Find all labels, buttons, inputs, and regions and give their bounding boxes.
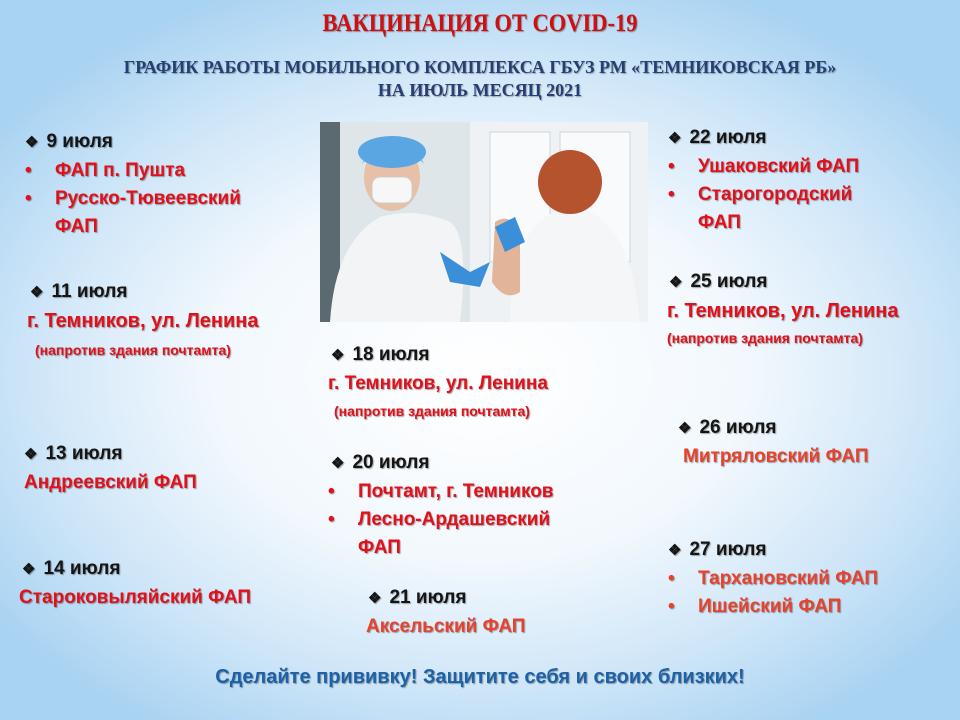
place-text: Андреевский ФАП bbox=[24, 472, 197, 493]
place-text: Тархановский ФАП bbox=[698, 568, 879, 589]
bullet-icon: • bbox=[668, 596, 675, 617]
diamond-bullet-icon: ❖ bbox=[678, 420, 692, 437]
list-item bbox=[668, 181, 859, 209]
list-item bbox=[668, 593, 878, 621]
diamond-bullet-icon: ❖ bbox=[669, 274, 683, 291]
diamond-bullet-icon: ❖ bbox=[668, 542, 682, 559]
place-text: ФАП bbox=[698, 212, 741, 233]
footer-slogan: Сделайте прививку! Защитите себя и своих близких! bbox=[215, 666, 745, 688]
place-text: г. Темников, ул. Ленина bbox=[27, 310, 259, 332]
diamond-bullet-icon: ❖ bbox=[668, 130, 682, 147]
schedule-block-26-july bbox=[678, 414, 868, 471]
schedule-block-9-july bbox=[25, 128, 241, 241]
date-text: 13 июля bbox=[45, 443, 123, 464]
place-text: Ишейский ФАП bbox=[698, 596, 842, 617]
place-text: Русско-Тювеевский bbox=[55, 188, 241, 209]
list-item bbox=[668, 209, 859, 237]
schedule-block-20-july bbox=[328, 449, 553, 562]
date-label bbox=[22, 555, 251, 584]
date-text: 25 июля bbox=[690, 271, 768, 292]
schedule-block-22-july bbox=[668, 124, 859, 237]
place-text: г. Темников, ул. Ленина bbox=[667, 300, 899, 322]
place-note: (напротив здания почтамта) bbox=[334, 403, 530, 419]
date-text: 22 июля bbox=[689, 127, 767, 148]
schedule-block-11-july bbox=[27, 278, 258, 363]
list-item bbox=[328, 506, 553, 534]
bullet-spacer bbox=[328, 534, 358, 562]
schedule-block-18-july bbox=[328, 341, 548, 424]
date-label bbox=[331, 341, 548, 370]
subtitle-line-2: НА ИЮЛЬ МЕСЯЦ 2021 bbox=[377, 80, 583, 100]
list-item bbox=[668, 565, 878, 593]
list-item bbox=[25, 213, 241, 241]
schedule-block-27-july bbox=[668, 536, 878, 621]
schedule-block-21-july bbox=[366, 584, 525, 641]
bullet-icon: • bbox=[25, 188, 32, 209]
date-label bbox=[25, 128, 241, 157]
place-text: г. Темников, ул. Ленина bbox=[328, 373, 548, 394]
bullet-icon: • bbox=[668, 568, 675, 589]
place-text: ФАП bbox=[358, 537, 401, 558]
poster-subtitle bbox=[0, 56, 960, 102]
bullet-spacer bbox=[25, 213, 55, 241]
date-text: 14 июля bbox=[43, 558, 121, 579]
date-label bbox=[678, 414, 868, 443]
list-item bbox=[668, 153, 859, 181]
place-text: Почтамт, г. Темников bbox=[358, 481, 554, 502]
diamond-bullet-icon: ❖ bbox=[22, 561, 36, 578]
place-note: (напротив здания почтамта) bbox=[35, 342, 231, 358]
diamond-bullet-icon: ❖ bbox=[331, 455, 345, 472]
date-text: 18 июля bbox=[352, 344, 430, 365]
date-label bbox=[30, 278, 258, 307]
date-text: 9 июля bbox=[46, 131, 113, 152]
list-item bbox=[25, 157, 241, 185]
place-text: Лесно-Ардашевский bbox=[358, 509, 551, 530]
schedule-block-13-july bbox=[24, 440, 197, 497]
date-text: 21 июля bbox=[389, 587, 467, 608]
place-text: ФАП bbox=[55, 216, 98, 237]
bullet-icon: • bbox=[25, 160, 32, 181]
date-label bbox=[368, 584, 525, 613]
place-text: Старогородский bbox=[698, 184, 853, 205]
subtitle-line-1: ГРАФИК РАБОТЫ МОБИЛЬНОГО КОМПЛЕКСА ГБУЗ РМ «ТЕМНИКОВСКАЯ РБ» bbox=[123, 57, 837, 77]
bullet-icon: • bbox=[328, 509, 335, 530]
place-text: Ушаковский ФАП bbox=[698, 156, 860, 177]
date-label bbox=[331, 449, 553, 478]
date-text: 11 июля bbox=[51, 281, 128, 302]
date-label bbox=[669, 268, 898, 297]
bullet-icon: • bbox=[328, 481, 335, 502]
diamond-bullet-icon: ❖ bbox=[368, 590, 382, 607]
place-note: (напротив здания почтамта) bbox=[667, 330, 863, 346]
bullet-icon: • bbox=[668, 156, 675, 177]
bullet-spacer bbox=[668, 209, 698, 237]
diamond-bullet-icon: ❖ bbox=[25, 134, 39, 151]
diamond-bullet-icon: ❖ bbox=[331, 347, 345, 364]
date-label bbox=[24, 440, 197, 469]
date-label bbox=[668, 536, 878, 565]
diamond-bullet-icon: ❖ bbox=[30, 284, 44, 301]
bullet-icon: • bbox=[668, 184, 675, 205]
place-text: Митряловский ФАП bbox=[683, 446, 869, 467]
place-text: Староковыляйский ФАП bbox=[19, 587, 251, 608]
date-text: 20 июля bbox=[352, 452, 430, 473]
date-text: 27 июля bbox=[689, 539, 767, 560]
date-text: 26 июля bbox=[699, 417, 777, 438]
list-item bbox=[328, 478, 553, 506]
place-text: Аксельский ФАП bbox=[366, 616, 526, 637]
schedule-block-25-july bbox=[667, 268, 898, 351]
poster-title: ВАКЦИНАЦИЯ ОТ COVID-19 bbox=[322, 10, 638, 37]
place-text: ФАП п. Пушта bbox=[55, 160, 186, 181]
diamond-bullet-icon: ❖ bbox=[24, 446, 38, 463]
vaccination-photo bbox=[320, 122, 648, 322]
list-item bbox=[25, 185, 241, 213]
date-label bbox=[668, 124, 859, 153]
list-item bbox=[328, 534, 553, 562]
schedule-block-14-july bbox=[19, 555, 251, 612]
